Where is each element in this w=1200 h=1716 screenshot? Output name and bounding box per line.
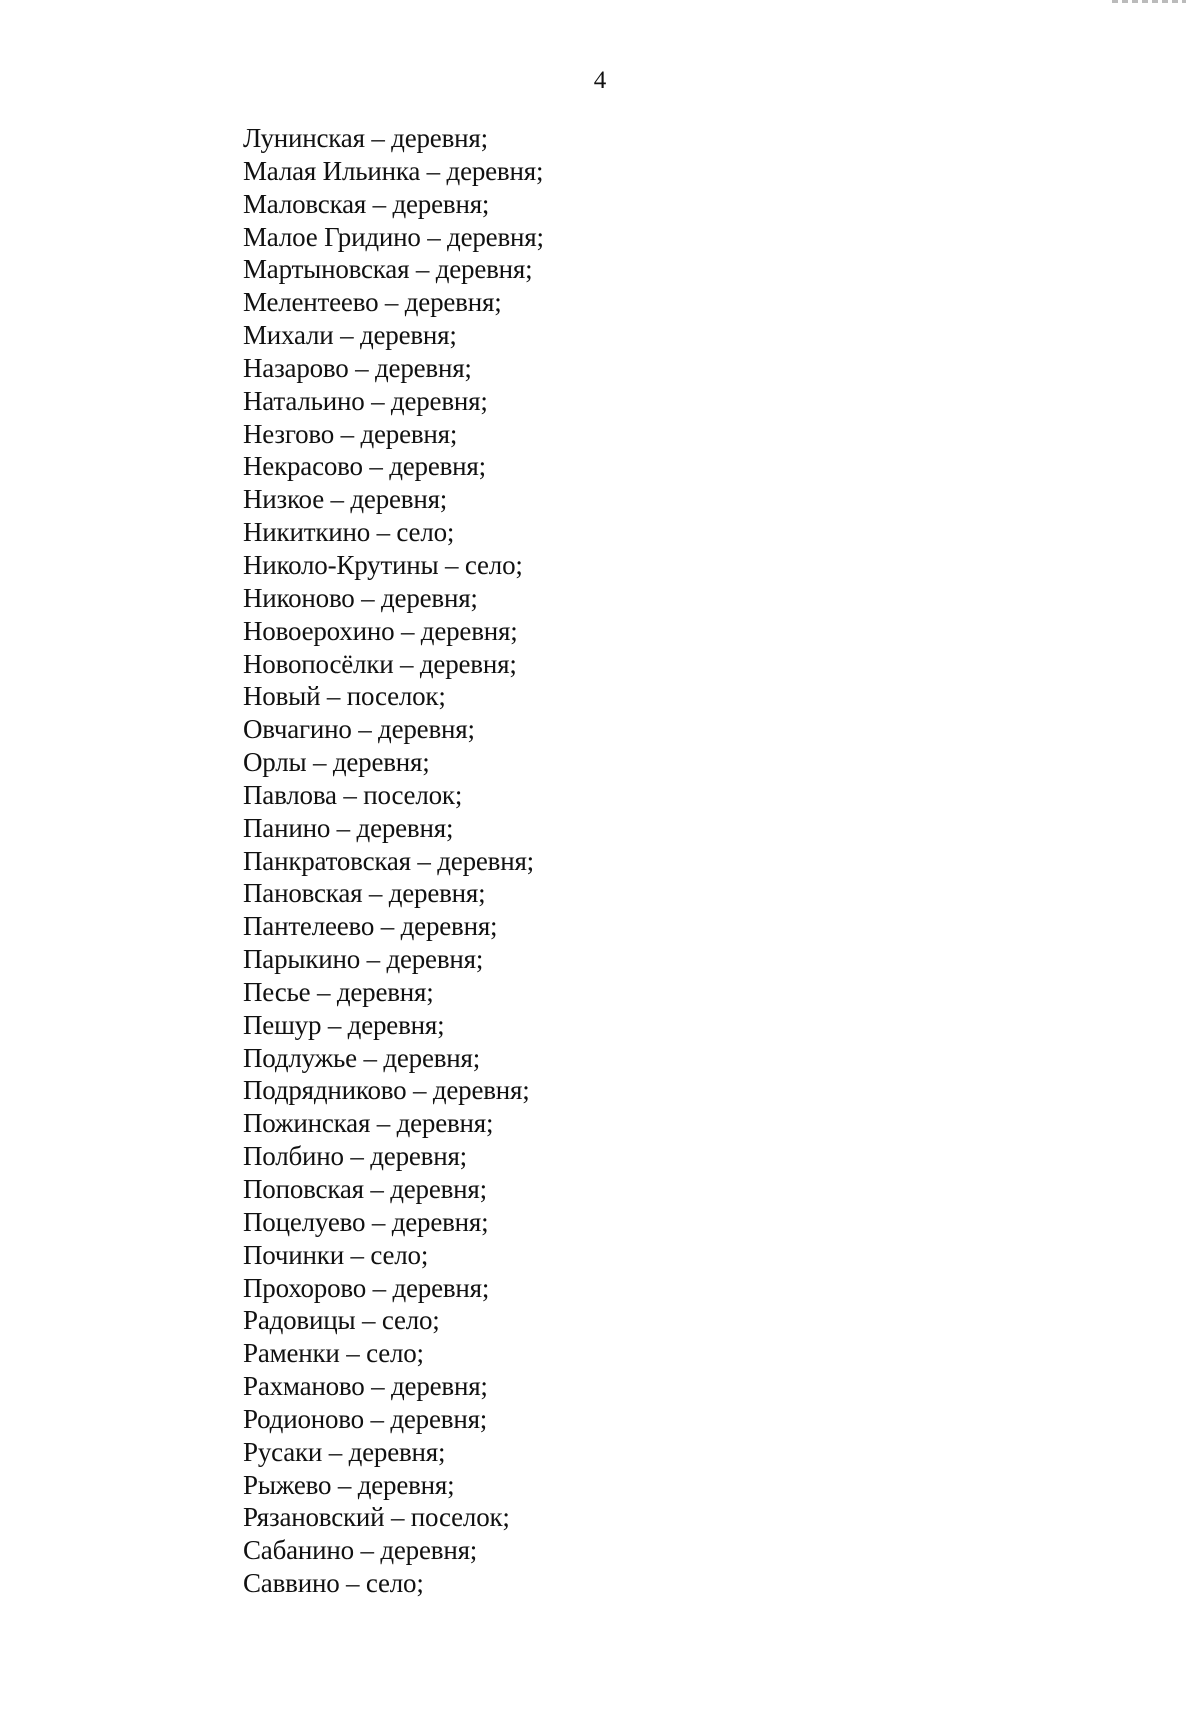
settlement-entry: Пешур – деревня; xyxy=(243,1009,445,1040)
settlement-entry: Рыжево – деревня; xyxy=(243,1469,455,1500)
settlement-entry: Орлы – деревня; xyxy=(243,747,430,778)
settlement-entry: Подрядниково – деревня; xyxy=(243,1075,530,1106)
settlement-entry: Павлова – поселок; xyxy=(243,779,463,810)
settlement-entry: Панино – деревня; xyxy=(243,812,454,843)
settlement-entry: Некрасово – деревня; xyxy=(243,451,486,482)
settlement-entry: Новоерохино – деревня; xyxy=(243,615,518,646)
settlement-entry: Починки – село; xyxy=(243,1239,429,1270)
settlement-entry: Сабанино – деревня; xyxy=(243,1535,478,1566)
settlement-entry: Саввино – село; xyxy=(243,1568,424,1599)
settlement-entry: Никоново – деревня; xyxy=(243,582,478,613)
settlement-entry: Мелентеево – деревня; xyxy=(243,287,502,318)
settlement-entry: Николо-Крутины – село; xyxy=(243,549,523,580)
settlement-entry: Родионово – деревня; xyxy=(243,1403,488,1434)
settlement-entry: Назарово – деревня; xyxy=(243,352,472,383)
settlement-entry: Мартыновская – деревня; xyxy=(243,254,533,285)
settlement-entry: Овчагино – деревня; xyxy=(243,714,475,745)
settlement-entry: Парыкино – деревня; xyxy=(243,944,484,975)
settlement-entry: Рахманово – деревня; xyxy=(243,1371,488,1402)
settlement-entry: Новопосёлки – деревня; xyxy=(243,648,517,679)
settlement-entry: Натальино – деревня; xyxy=(243,385,488,416)
settlement-entry: Малое Гридино – деревня; xyxy=(243,221,544,252)
settlement-entry: Малая Ильинка – деревня; xyxy=(243,155,544,186)
settlement-entry: Незгово – деревня; xyxy=(243,418,458,449)
settlement-entry: Пановская – деревня; xyxy=(243,878,486,909)
settlement-entry: Прохорово – деревня; xyxy=(243,1272,490,1303)
settlement-entry: Подлужье – деревня; xyxy=(243,1042,481,1073)
settlement-entry: Пантелеево – деревня; xyxy=(243,911,498,942)
settlement-entry: Поповская – деревня; xyxy=(243,1174,487,1204)
settlement-entry: Русаки – деревня; xyxy=(243,1436,446,1467)
settlement-entry: Поцелуево – деревня; xyxy=(243,1206,489,1237)
settlement-entry: Новый – поселок; xyxy=(243,681,446,712)
settlement-entry: Низкое – деревня; xyxy=(243,484,448,515)
scan-corner-mark xyxy=(1112,0,1186,3)
settlement-entry: Маловская – деревня; xyxy=(243,188,490,219)
settlement-entry: Радовицы – село; xyxy=(243,1305,440,1336)
settlement-entry: Полбино – деревня; xyxy=(243,1141,467,1172)
settlement-entry: Никиткино – село; xyxy=(243,517,455,548)
settlement-entry: Пожинская – деревня; xyxy=(243,1108,494,1139)
settlement-entry: Лунинская – деревня; xyxy=(243,123,488,153)
settlement-list xyxy=(243,122,544,1600)
settlement-entry: Михали – деревня; xyxy=(243,320,457,351)
settlement-entry: Панкратовская – деревня; xyxy=(243,845,534,876)
settlement-entry: Раменки – село; xyxy=(243,1338,424,1369)
page-number: 4 xyxy=(593,67,607,94)
settlement-entry: Песье – деревня; xyxy=(243,976,434,1007)
settlement-entry: Рязановский – поселок; xyxy=(243,1502,510,1533)
